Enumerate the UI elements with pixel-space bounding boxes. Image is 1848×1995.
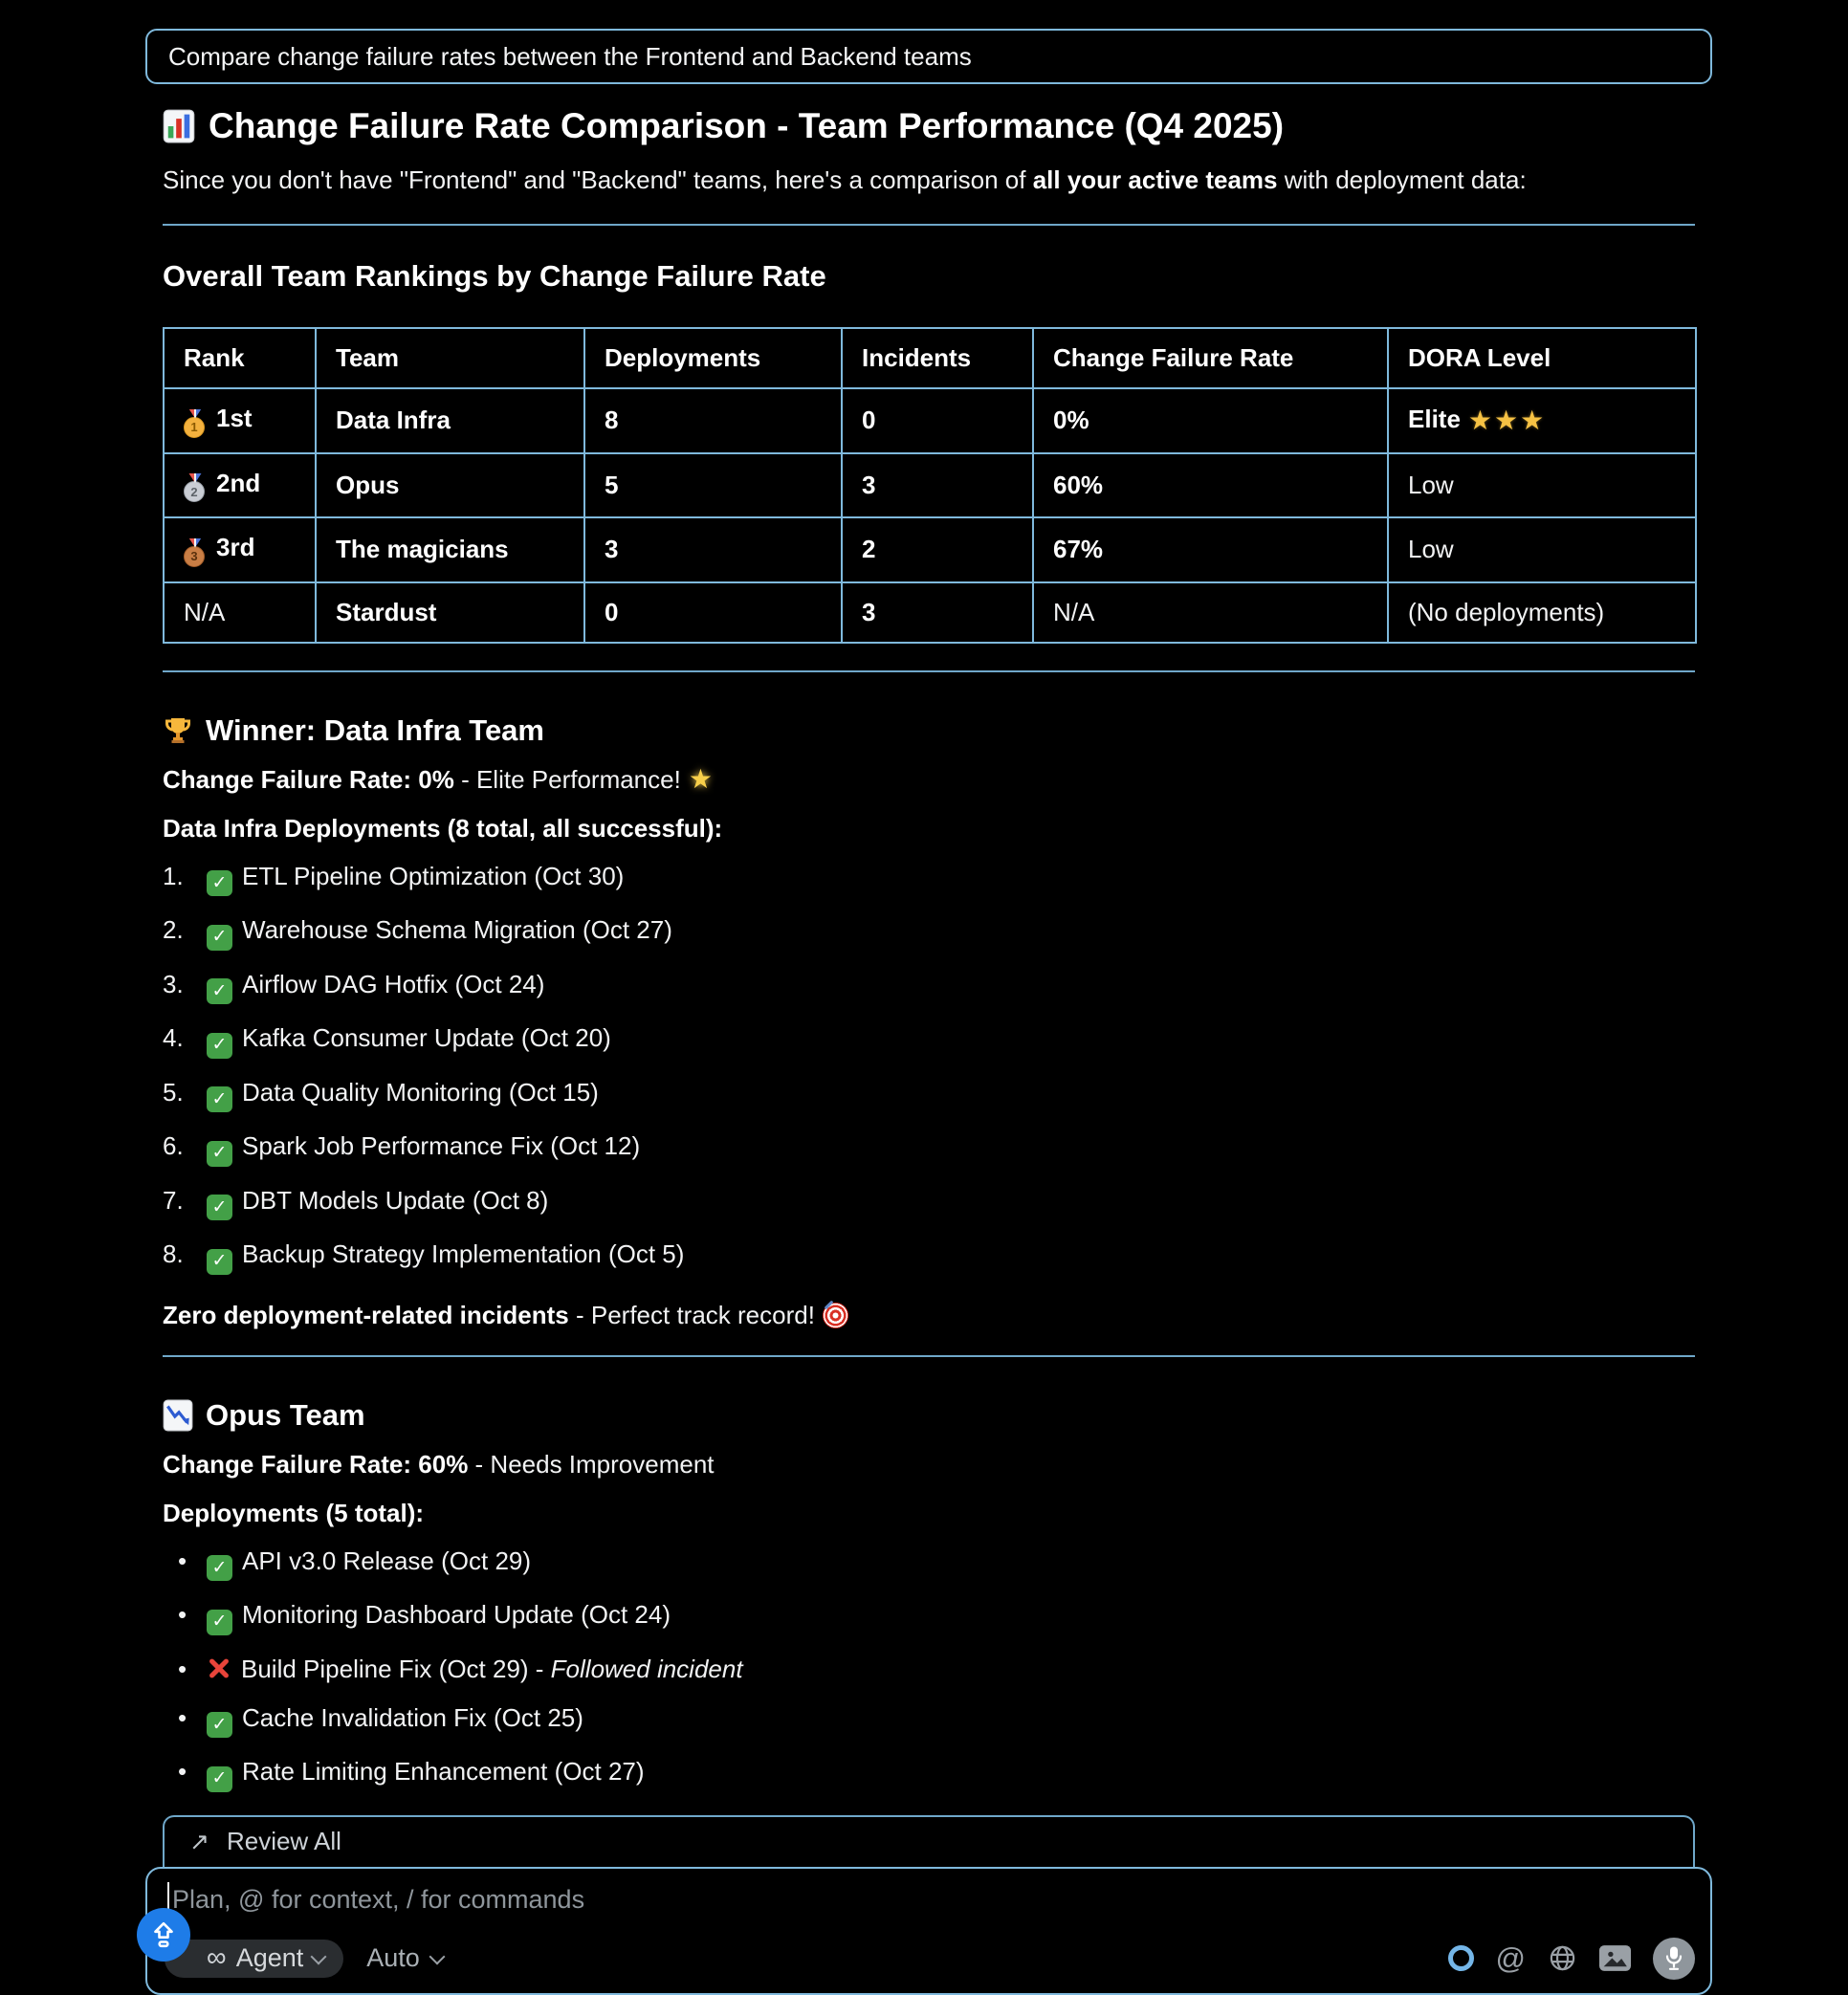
table-row: N/A Stardust 0 3 N/A (No deployments): [164, 582, 1696, 643]
list-item: ✓ETL Pipeline Optimization (Oct 30): [163, 861, 1695, 897]
mic-button[interactable]: [1653, 1938, 1695, 1980]
gold-medal-icon: 1: [184, 413, 207, 438]
opus-deployments-list: [163, 1546, 1695, 1792]
winner-list-heading: Data Infra Deployments (8 total, all successful):: [163, 813, 723, 843]
check-icon: [207, 1033, 232, 1059]
opus-cfr-line: Change Failure Rate: 60% - Needs Improvement: [163, 1449, 715, 1479]
infinity-icon: [207, 1944, 227, 1972]
at-mention-icon[interactable]: [1496, 1941, 1526, 1976]
chevron-down-icon: [311, 1948, 327, 1964]
composer: [145, 1867, 1712, 1995]
check-icon: [207, 925, 232, 951]
bronze-medal-icon: 3: [184, 542, 207, 567]
divider: [163, 1355, 1695, 1357]
zero-incidents-line: Zero deployment-related incidents - Perfect track record!: [163, 1300, 1695, 1330]
check-icon: [207, 870, 232, 896]
list-item: ✓• API v3.0 Release (Oct 29): [163, 1546, 1695, 1582]
user-message-box: [145, 29, 1712, 84]
composer-toolbar: [147, 1938, 1710, 1980]
list-item: ✓Kafka Consumer Update (Oct 20): [163, 1022, 1695, 1059]
composer-input[interactable]: [170, 1884, 1322, 1916]
three-stars-icon: ★★★: [1467, 406, 1547, 436]
list-item: ✓• Rate Limiting Enhancement (Oct 27): [163, 1756, 1695, 1792]
image-icon[interactable]: [1599, 1945, 1631, 1971]
list-item: ✓• Cache Invalidation Fix (Oct 25): [163, 1702, 1695, 1739]
usage-ring-icon[interactable]: [1448, 1945, 1474, 1971]
list-item: • Build Pipeline Fix (Oct 29) - Followed incident: [163, 1654, 1695, 1684]
agent-mode-dropdown[interactable]: [165, 1940, 343, 1978]
send-icon: [150, 1920, 177, 1949]
arrow-up-right-icon: [189, 1828, 209, 1856]
check-icon: [207, 1249, 232, 1275]
winner-heading: Winner: Data Infra Team: [163, 712, 1695, 749]
user-message-text: Compare change failure rates between the Frontend and Backend teams: [168, 41, 972, 71]
list-item: ✓• Monitoring Dashboard Update (Oct 24): [163, 1599, 1695, 1635]
check-icon: [207, 1766, 232, 1792]
col-incidents: Incidents: [842, 328, 1033, 388]
col-cfr: Change Failure Rate: [1033, 328, 1388, 388]
divider: [163, 224, 1695, 226]
intro-pre: Since you don't have "Frontend" and "Backend" teams, here's a comparison of: [163, 165, 1033, 194]
globe-icon[interactable]: [1548, 1943, 1577, 1973]
check-icon: [207, 1195, 232, 1220]
agent-mode-label: Agent: [235, 1943, 304, 1972]
report-title-text: Change Failure Rate Comparison - Team Performance (Q4 2025): [209, 106, 1285, 145]
target-icon: [823, 1303, 848, 1328]
winner-cfr-line: Change Failure Rate: 0% - Elite Performance!★: [163, 764, 1695, 795]
opus-heading: Opus Team: [163, 1397, 1695, 1434]
table-row: 3 3rd The magicians 3 2 67% Low: [164, 517, 1696, 582]
rankings-heading: Overall Team Rankings by Change Failure Rate: [163, 259, 826, 293]
review-all-button[interactable]: [163, 1815, 1695, 1867]
model-dropdown[interactable]: [366, 1943, 443, 1973]
col-team: Team: [316, 328, 584, 388]
list-item: ✓Backup Strategy Implementation (Oct 5): [163, 1239, 1695, 1275]
intro-paragraph: [163, 164, 1695, 195]
chevron-down-icon: [429, 1948, 445, 1964]
divider: [163, 670, 1695, 672]
model-label: Auto: [366, 1943, 420, 1972]
cross-icon: [207, 1656, 231, 1681]
intro-bold: all your active teams: [1032, 165, 1278, 194]
list-item: ✓Airflow DAG Hotfix (Oct 24): [163, 969, 1695, 1005]
check-icon: [207, 1610, 232, 1635]
list-item: ✓Warehouse Schema Migration (Oct 27): [163, 914, 1695, 951]
intro-post: with deployment data:: [1277, 165, 1527, 194]
col-deployments: Deployments: [584, 328, 842, 388]
list-item: ✓Data Quality Monitoring (Oct 15): [163, 1077, 1695, 1113]
report-title: [163, 105, 1695, 147]
glowing-star-icon: [689, 764, 713, 794]
col-dora: DORA Level: [1388, 328, 1696, 388]
bar-chart-icon: [163, 109, 195, 143]
chart-decreasing-icon: [163, 1399, 193, 1432]
send-button[interactable]: [137, 1908, 190, 1962]
toolbar-right-icons: [1448, 1938, 1695, 1980]
review-all-label: Review All: [226, 1827, 341, 1855]
trophy-icon: [163, 715, 193, 746]
table-row: 2 2nd Opus 5 3 60% Low: [164, 453, 1696, 518]
check-icon: [207, 1086, 232, 1112]
rankings-table: [163, 327, 1697, 644]
list-item: ✓DBT Models Update (Oct 8): [163, 1185, 1695, 1221]
check-icon: [207, 978, 232, 1004]
col-rank: Rank: [164, 328, 316, 388]
mic-icon: [1664, 1945, 1683, 1971]
check-icon: [207, 1141, 232, 1167]
check-icon: [207, 1555, 232, 1581]
winner-deployments-list: [163, 861, 1695, 1275]
list-item: ✓Spark Job Performance Fix (Oct 12): [163, 1130, 1695, 1167]
silver-medal-icon: 2: [184, 477, 207, 502]
chat-panel: [145, 29, 1712, 1995]
opus-list-heading: Deployments (5 total):: [163, 1498, 425, 1527]
table-header-row: [164, 328, 1696, 388]
check-icon: [207, 1712, 232, 1738]
table-row: 1 1st Data Infra 8 0 0% Elite ★★★: [164, 388, 1696, 453]
